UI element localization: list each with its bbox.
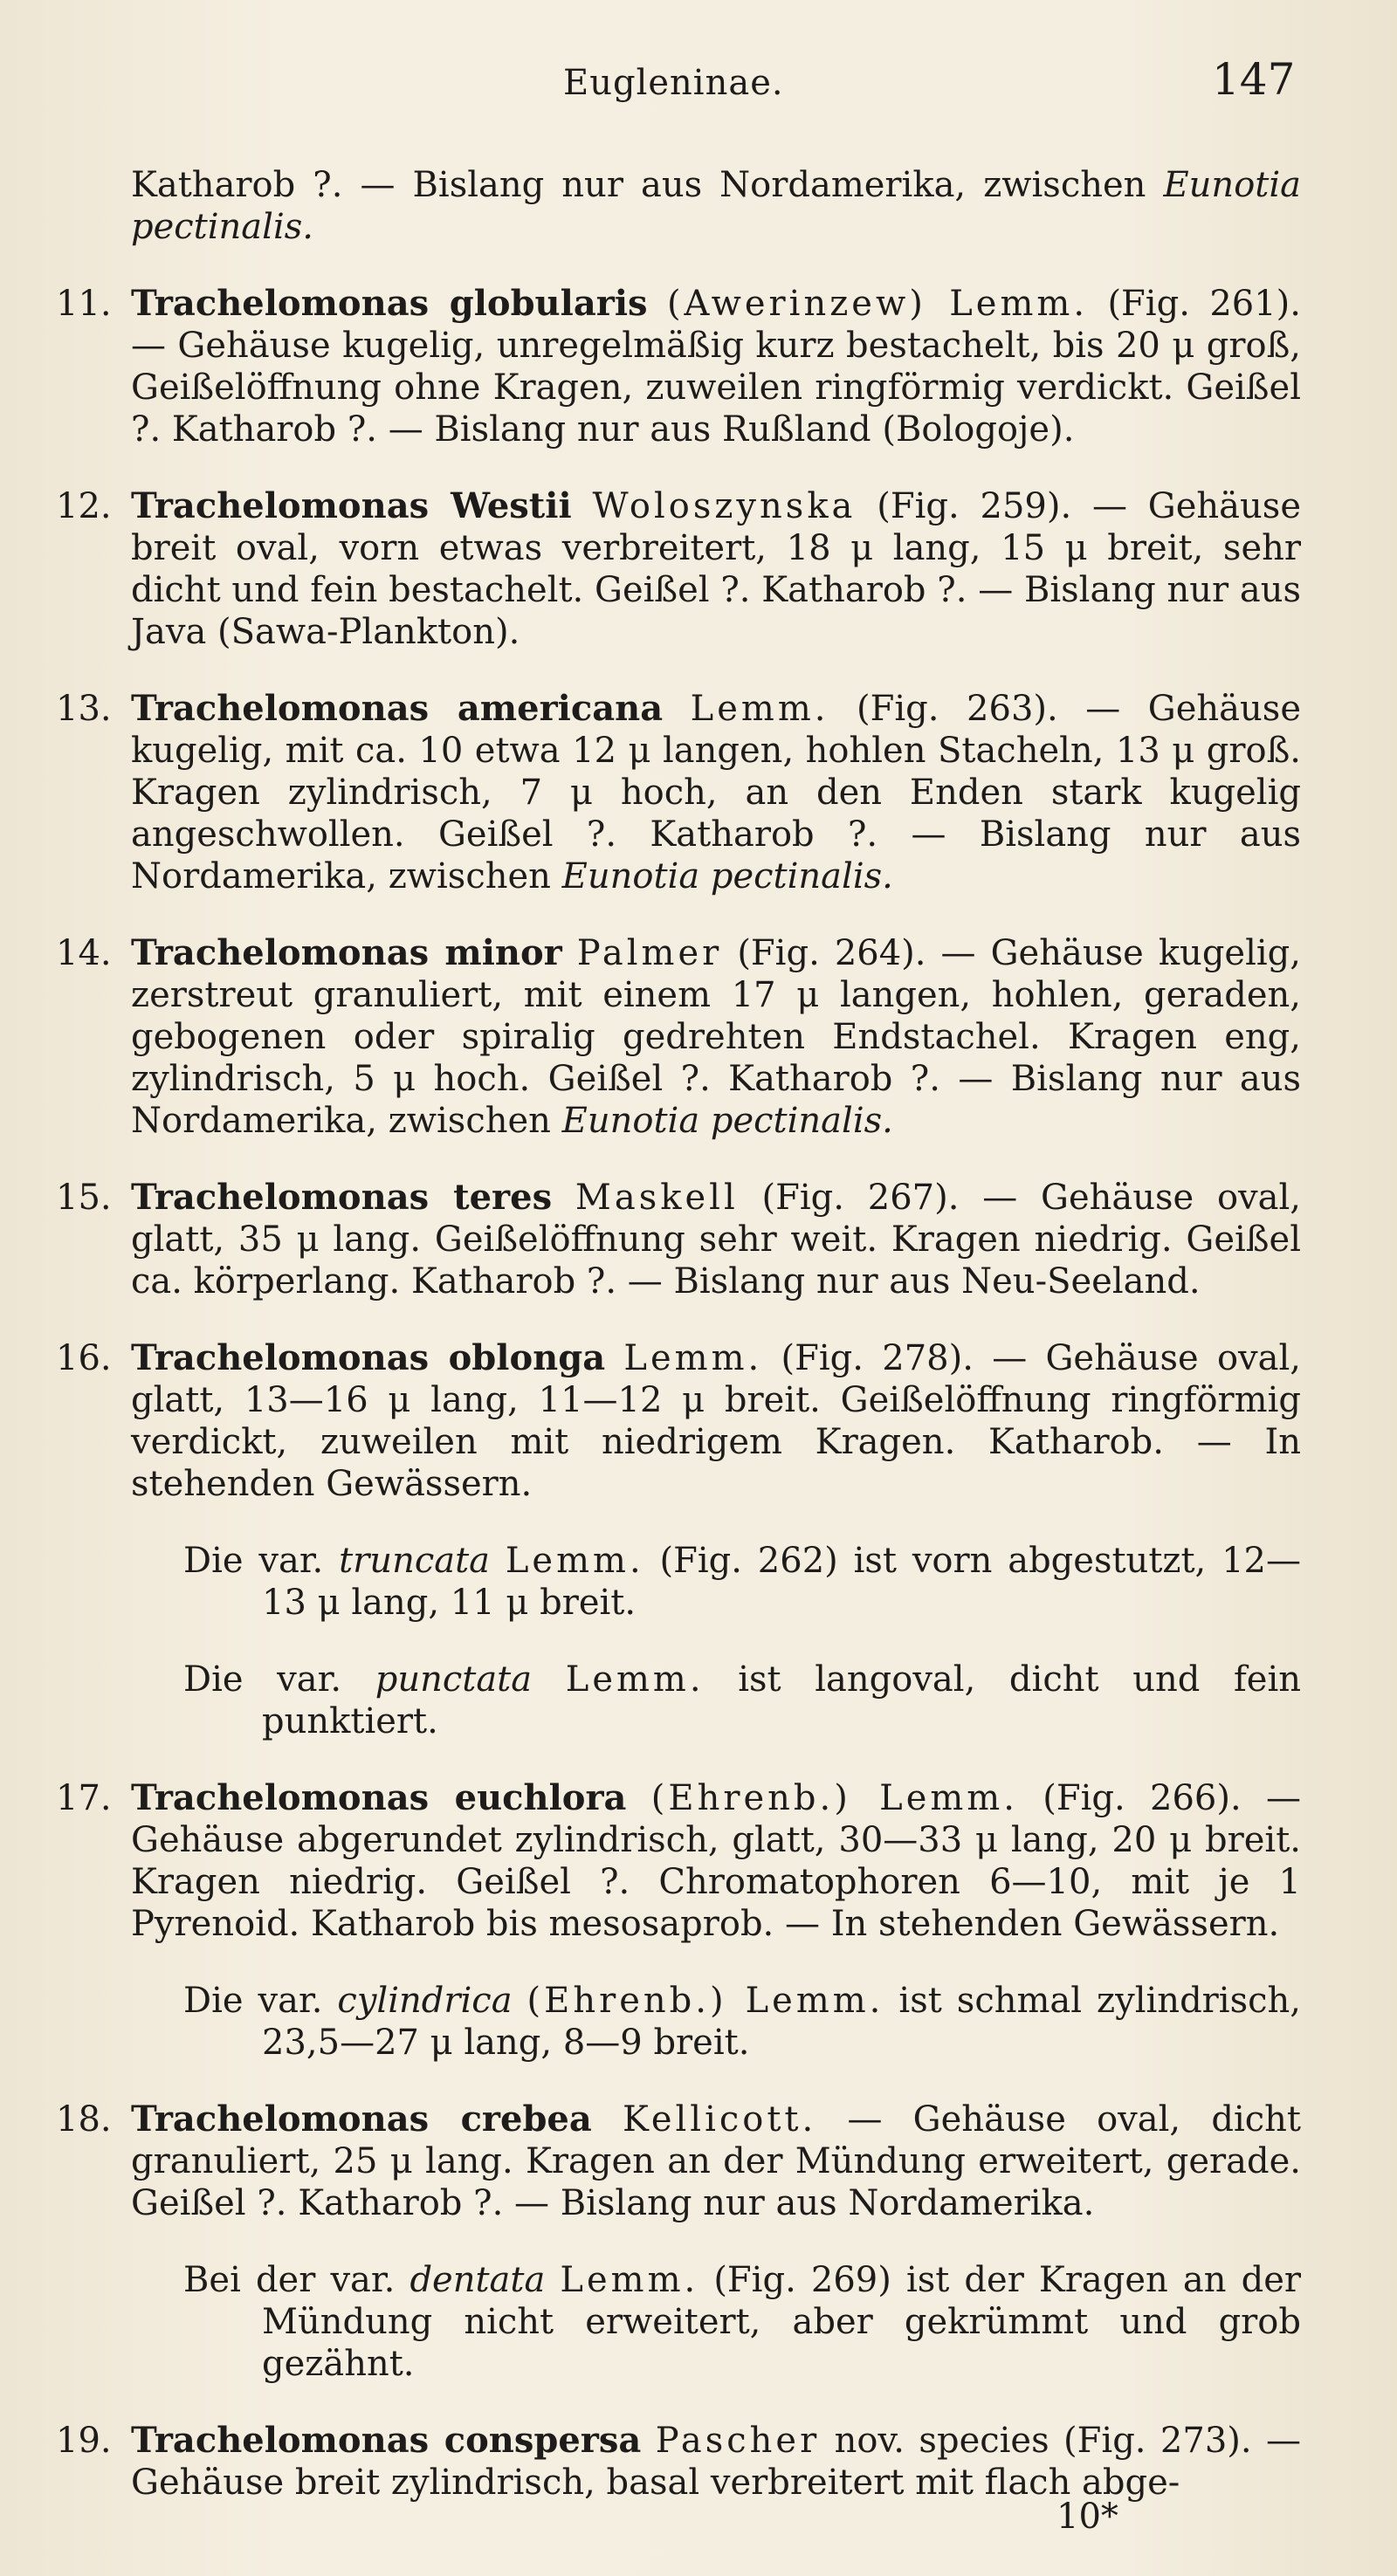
species-author: Woloszynska bbox=[592, 486, 857, 526]
species-name: Trachelomonas oblonga bbox=[131, 1337, 606, 1378]
species-italic: Eunotia pectinalis. bbox=[561, 856, 893, 896]
species-author: Kellicott. bbox=[623, 2099, 817, 2140]
species-name: Trachelomonas conspersa bbox=[131, 2420, 642, 2461]
species-author: (Ehrenb.) Lemm. bbox=[650, 1778, 1018, 1818]
species-author: Pascher bbox=[655, 2421, 821, 2461]
variety-author: Lemm. bbox=[565, 1659, 705, 1700]
species-italic: Eunotia pectinalis. bbox=[561, 1101, 893, 1141]
variety-name: truncata bbox=[339, 1541, 490, 1581]
body-text bbox=[56, 164, 1302, 2538]
entry-19 bbox=[56, 2420, 1302, 2504]
entry-number: 14. bbox=[56, 933, 112, 973]
variety-author: Lemm. bbox=[560, 2260, 699, 2300]
running-head: Eugleninae. bbox=[563, 63, 784, 103]
species-author: Lemm. bbox=[690, 689, 829, 729]
entry-text: (Fig. 266). — Gehäuse abgerundet zylindrisch, glatt, 30—33 μ lang, 20 μ breit. Kragen niedrig. Geißel ?. Chromatophoren 6—10, mit je 1 Pyrenoid. Katharob bis mesosaprob. — In stehenden Gewässern. bbox=[131, 1778, 1301, 1944]
entry-text: — Gehäuse oval, dicht granuliert, 25 μ lang. Kragen an der Mündung erweitert, gerade. Geißel ?. Katharob ?. — Bislang nur aus Nordamerika. bbox=[131, 2099, 1301, 2223]
variety-note: Die var. truncata Lemm. (Fig. 262) ist vorn abgestutzt, 12—13 μ lang, 11 μ breit. bbox=[183, 1541, 1301, 1623]
page-number: 147 bbox=[1212, 54, 1296, 105]
variety-name: dentata bbox=[409, 2260, 546, 2300]
entry-text: (Fig. 263). — Gehäuse kugelig, mit ca. 10 etwa 12 μ langen, hohlen Stacheln, 13 μ groß. Kragen zylindrisch, 7 μ hoch, an den Enden stark kugelig angeschwollen. Geißel ?. Katharob ?. — Bislang nur aus Nordamerika, zwischen bbox=[131, 689, 1301, 896]
entry-text: nov. species (Fig. 273). — Gehäuse breit zylindrisch, basal verbreitert mit flach abge- bbox=[131, 2421, 1302, 2503]
variety-note: Die var. cylindrica (Ehrenb.) Lemm. ist schmal zylindrisch, 23,5—27 μ lang, 8—9 breit. bbox=[183, 1981, 1301, 2063]
species-name: Trachelomonas teres bbox=[131, 1177, 553, 1218]
species-author: Lemm. bbox=[623, 1338, 763, 1378]
entry-number: 19. bbox=[56, 2421, 112, 2461]
entry-text: (Fig. 259). — Gehäuse breit oval, vorn etwas verbreitert, 18 μ lang, 15 μ breit, sehr dicht und fein bestachelt. Geißel ?. Katharob ?. — Bislang nur aus Java (Sawa-Plankton). bbox=[131, 486, 1301, 652]
signature-mark: 10* bbox=[1056, 2497, 1118, 2537]
species-italic: Eunotia pectinalis. bbox=[131, 165, 1301, 247]
entry-15 bbox=[56, 1177, 1302, 1302]
entry-number: 12. bbox=[56, 486, 112, 526]
variety-name: cylindrica bbox=[337, 1981, 513, 2021]
entry-number: 16. bbox=[56, 1338, 112, 1378]
species-name: Trachelomonas euchlora bbox=[131, 1777, 627, 1818]
species-author: Maskell bbox=[575, 1178, 739, 1218]
species-author: (Awerinzew) Lemm. bbox=[666, 284, 1089, 324]
variety-note: Bei der var. dentata Lemm. (Fig. 269) ist der Kragen an der Mündung nicht erweitert, aber gekrümmt und grob gezähnt. bbox=[183, 2260, 1302, 2384]
entry-number: 13. bbox=[56, 689, 112, 729]
entry-text: (Fig. 261). — Gehäuse kugelig, unregelmäßig kurz bestachelt, bis 20 μ groß, Geißelöffnung ohne Kragen, zuweilen ringförmig verdickt. Geißel ?. Katharob ?. — Bislang nur aus Rußland (Bologoje). bbox=[131, 284, 1301, 450]
entry-number: 15. bbox=[56, 1178, 112, 1218]
entry-number: 18. bbox=[56, 2099, 112, 2140]
entry-12 bbox=[56, 485, 1301, 653]
entry-14 bbox=[56, 932, 1302, 1142]
entry-text: (Fig. 264). — Gehäuse kugelig, zerstreut granuliert, mit einem 17 μ langen, hohlen, geraden, gebogenen oder spiralig gedrehten Endstachel. Kragen eng, zylindrisch, 5 μ hoch. Geißel ?. Katharob ?. — Bislang nur aus Nordamerika, zwischen bbox=[131, 933, 1302, 1141]
species-name: Trachelomonas Westii bbox=[131, 485, 572, 526]
species-name: Trachelomonas globularis bbox=[131, 283, 648, 324]
continuation-paragraph: Katharob ?. — Bislang nur aus Nordamerika, zwischen Eunotia pectinalis. bbox=[131, 165, 1301, 247]
page-header bbox=[0, 54, 1397, 115]
entry-16 bbox=[56, 1337, 1301, 1505]
entry-18 bbox=[56, 2099, 1301, 2224]
entry-17 bbox=[56, 1777, 1301, 1945]
variety-note: Die var. punctata Lemm. ist langoval, dicht und fein punktiert. bbox=[183, 1659, 1302, 1741]
variety-author: Lemm. bbox=[505, 1541, 644, 1581]
entry-number: 17. bbox=[56, 1778, 112, 1818]
entry-number: 11. bbox=[56, 284, 112, 324]
variety-author: (Ehrenb.) Lemm. bbox=[526, 1981, 884, 2021]
entry-text: (Fig. 278). — Gehäuse oval, glatt, 13—16 μ lang, 11—12 μ breit. Geißelöffnung ringförmig verdickt, zuweilen mit niedrigem Kragen. Katharob. — In stehenden Gewässern. bbox=[131, 1338, 1301, 1504]
entry-text: (Fig. 267). — Gehäuse oval, glatt, 35 μ lang. Geißelöffnung sehr weit. Kragen niedrig. Geißel ca. körperlang. Katharob ?. — Bislang nur aus Neu-Seeland. bbox=[131, 1178, 1302, 1302]
species-name: Trachelomonas americana bbox=[131, 688, 664, 729]
entry-13 bbox=[56, 688, 1301, 897]
species-name: Trachelomonas minor bbox=[131, 932, 562, 973]
species-author: Palmer bbox=[576, 933, 723, 973]
entry-11 bbox=[56, 283, 1301, 450]
variety-name: punctata bbox=[375, 1659, 533, 1700]
species-name: Trachelomonas crebea bbox=[131, 2099, 592, 2140]
